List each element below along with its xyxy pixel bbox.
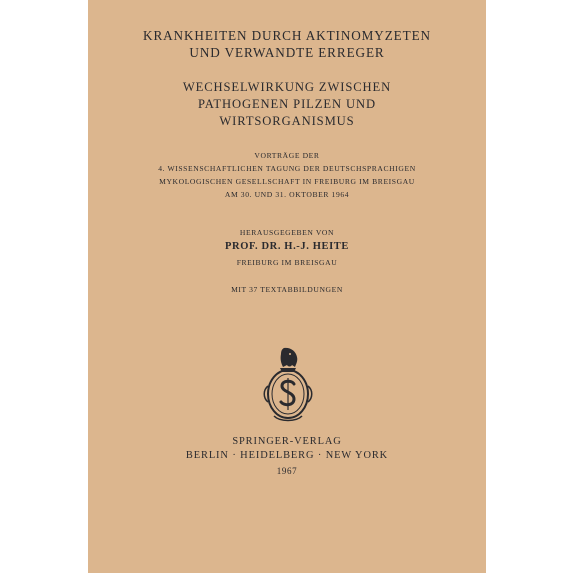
subtitle-line-1: WECHSELWIRKUNG ZWISCHEN — [182, 80, 392, 94]
publication-year: 1967 — [276, 466, 298, 476]
lectures-line-4: AM 30. UND 31. OKTOBER 1964 — [224, 190, 350, 199]
springer-knight-icon — [260, 346, 316, 424]
title-line-2: UND VERWANDTE ERREGER — [189, 45, 385, 60]
subtitle-line-2: PATHOGENEN PILZEN UND — [198, 97, 376, 111]
publisher-name: SPRINGER-VERLAG — [232, 436, 342, 447]
publisher-cities: BERLIN · HEIDELBERG · NEW YORK — [185, 450, 389, 461]
lectures-line-1: VORTRÄGE DER — [254, 151, 320, 160]
lectures-line-3: MYKOLOGISCHEN GESELLSCHAFT IN FREIBURG IM BREISGAU — [159, 177, 415, 186]
figures-note: MIT 37 TEXTABBILDUNGEN — [231, 285, 343, 294]
edited-by: HERAUSGEGEBEN VON — [239, 228, 335, 237]
lectures-line-2: 4. WISSENSCHAFTLICHEN TAGUNG DER DEUTSCHSPRACHIGEN — [158, 164, 416, 173]
title-line-1: KRANKHEITEN DURCH AKTINOMYZETEN — [143, 28, 431, 43]
book-cover — [88, 0, 486, 573]
subtitle-line-3: WIRTSORGANISMUS — [219, 114, 355, 128]
editor-name: PROF. DR. H.-J. HEITE — [225, 241, 349, 252]
editor-location: FREIBURG IM BREISGAU — [236, 258, 338, 267]
